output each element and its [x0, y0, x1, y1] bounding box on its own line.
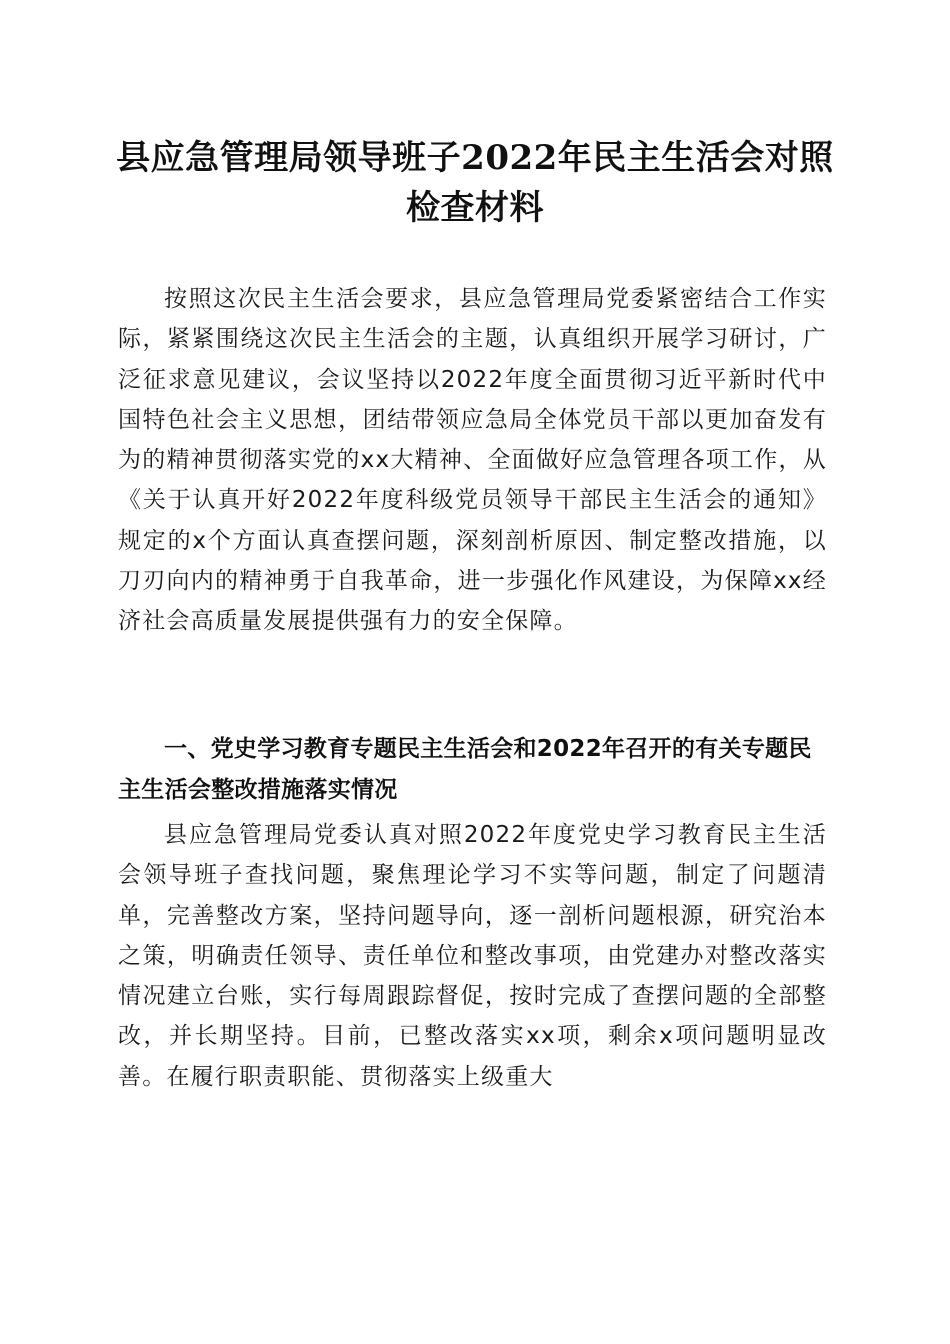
- intro-paragraph: 按照这次民主生活会要求，县应急管理局党委紧密结合工作实际，紧紧围绕这次民主生活会的主题，认真组织开展学习研讨，广泛征求意见建议，会议坚持以2022年度全面贯彻习近平新时代中国特色社会主义思想，团结带领应急局全体党员干部以更加奋发有为的精神贯彻落实党的xx大精神、全面做好应急管理各项工作，从《关于认真开好2022年度科级党员领导干部民主生活会的通知》规定的x个方面认真查摆问题，深刻剖析原因、制定整改措施，以刀刃向内的精神勇于自我革命，进一步强化作风建设，为保障xx经济社会高质量发展提供强有力的安全保障。: [118, 286, 827, 635]
- section-heading: 一、党史学习教育专题民主生活会和2022年召开的有关专题民主生活会整改措施落实情况: [118, 736, 812, 803]
- section-paragraph: 县应急管理局党委认真对照2022年度党史学习教育民主生活会领导班子查找问题，聚焦理论学习不实等问题，制定了问题清单，完善整改方案，坚持问题导向，逐一剖析问题根源，研究治本之策，明确责任领导、责任单位和整改事项，由党建办对整改落实情况建立台账，实行每周跟踪督促，按时完成了查摆问题的全部整改，并长期坚持。目前，已整改落实xx项，剩余x项问题明显改善。在履行职责职能、贯彻落实上级重大: [118, 822, 827, 1090]
- document-title: 县应急管理局领导班子2022年民主生活会对照检查材料: [116, 138, 834, 228]
